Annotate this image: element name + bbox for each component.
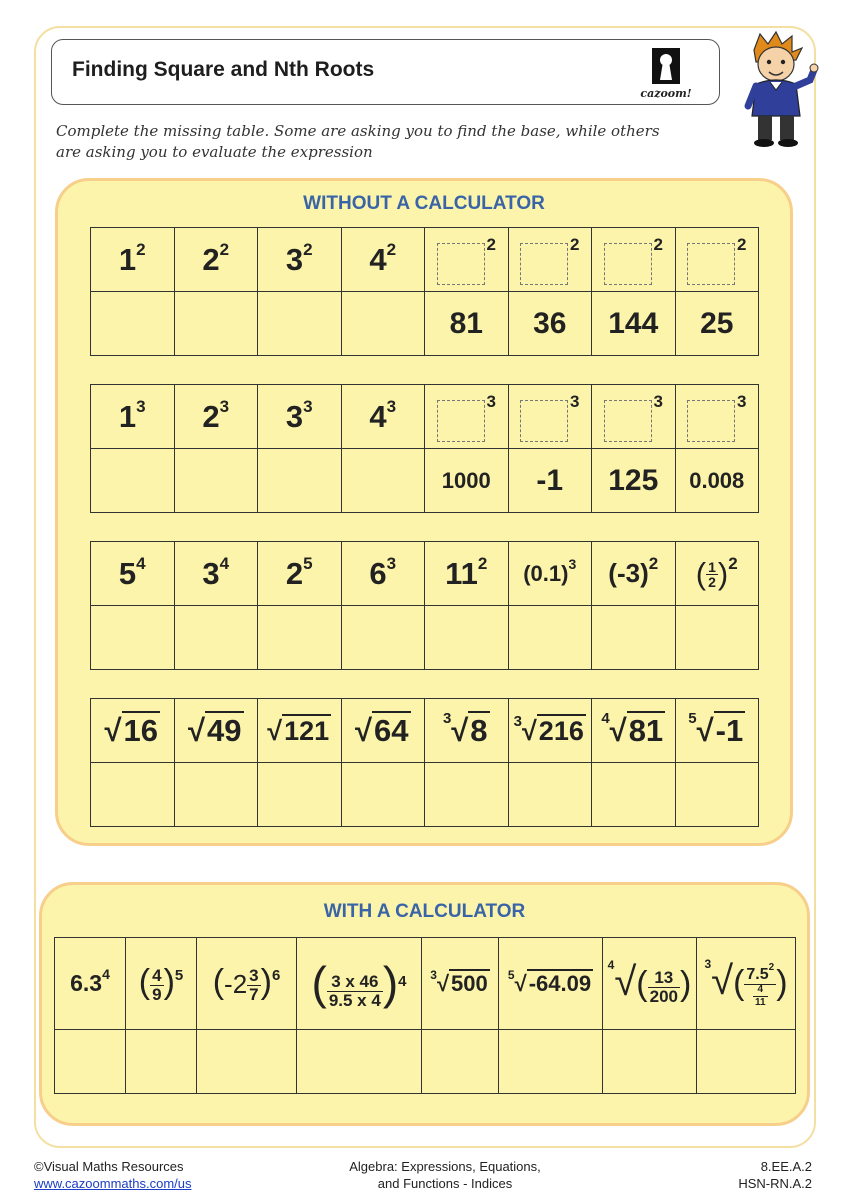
keyhole-icon <box>633 46 699 86</box>
power-cell: $3^3$ <box>258 385 342 449</box>
calc-root-cell: $^5$√-64.09 <box>499 938 603 1030</box>
power-cell: $(-3)^2$ <box>592 542 676 606</box>
answer-blank-cell[interactable] <box>258 763 342 827</box>
answer-blank-cell[interactable] <box>675 763 759 827</box>
power-cell: $5^4$ <box>91 542 175 606</box>
root-cell: √64 <box>341 699 425 763</box>
given-value-cell: 125 <box>592 449 676 513</box>
footer-standards: 8.EE.A.2 HSN-RN.A.2 <box>738 1159 812 1191</box>
calc-expression-cell: (-2 $\frac{3}{7}$ )$^6$ <box>197 938 297 1030</box>
answer-blank-cell[interactable] <box>422 1030 499 1094</box>
answer-blank-cell[interactable] <box>508 763 592 827</box>
power-cell: $11^2$ <box>425 542 509 606</box>
answer-blank-cell[interactable] <box>174 606 258 670</box>
power-cell: $4^2$ <box>341 228 425 292</box>
answer-blank-cell[interactable] <box>675 606 759 670</box>
answer-blank-cell[interactable] <box>603 1030 697 1094</box>
given-value-cell: 1000 <box>425 449 509 513</box>
evaluate-powers-table <box>90 541 759 670</box>
calculator-table <box>54 937 796 1094</box>
answer-blank-cell[interactable] <box>91 292 175 356</box>
instructions: Complete the missing table. Some are asking you to find the base, while others are asking you to evaluate the expression <box>56 122 660 161</box>
power-cell: $4^3$ <box>341 385 425 449</box>
answer-blank-cell[interactable] <box>174 292 258 356</box>
root-cell: $^3$√216 <box>508 699 592 763</box>
answer-blank-cell[interactable] <box>425 606 509 670</box>
fraction-power-cell: ( $\frac{1}{2}$ )$^2$ <box>675 542 759 606</box>
calc-root-cell: $^3$√500 <box>422 938 499 1030</box>
root-cell: $^3$√8 <box>425 699 509 763</box>
mascot-boy-icon <box>726 30 826 150</box>
calc-expression-cell: $6.3^4$ <box>55 938 126 1030</box>
answer-blank-cell[interactable] <box>592 606 676 670</box>
given-value-cell: 0.008 <box>675 449 759 513</box>
answer-blank-cell[interactable] <box>697 1030 796 1094</box>
answer-blank-cell[interactable] <box>126 1030 197 1094</box>
root-cell: $^4$√81 <box>592 699 676 763</box>
power-cell: $1^3$ <box>91 385 175 449</box>
power-cell: $3^4$ <box>174 542 258 606</box>
base-blank-cell[interactable]: 2 <box>592 228 676 292</box>
given-value-cell: 36 <box>508 292 592 356</box>
power-cell: $3^2$ <box>258 228 342 292</box>
base-blank-cell[interactable]: 3 <box>425 385 509 449</box>
footer-topic: Algebra: Expressions, Equations, and Functions - Indices <box>349 1159 541 1191</box>
logo-text: cazoom! <box>640 87 692 100</box>
roots-table <box>90 698 759 827</box>
power-cell: $2^2$ <box>174 228 258 292</box>
squares-table <box>90 227 759 356</box>
section-title-without-calculator: WITHOUT A CALCULATOR <box>303 193 545 214</box>
root-cell: √49 <box>174 699 258 763</box>
cubes-table <box>90 384 759 513</box>
answer-blank-cell[interactable] <box>258 449 342 513</box>
answer-blank-cell[interactable] <box>91 606 175 670</box>
base-blank-cell[interactable]: 3 <box>675 385 759 449</box>
base-blank-cell[interactable]: 3 <box>592 385 676 449</box>
answer-blank-cell[interactable] <box>258 606 342 670</box>
section-title-with-calculator: WITH A CALCULATOR <box>323 901 526 922</box>
base-blank-cell[interactable]: 2 <box>675 228 759 292</box>
answer-blank-cell[interactable] <box>258 292 342 356</box>
answer-blank-cell[interactable] <box>508 606 592 670</box>
answer-blank-cell[interactable] <box>341 449 425 513</box>
answer-blank-cell[interactable] <box>341 763 425 827</box>
given-value-cell: 144 <box>592 292 676 356</box>
answer-blank-cell[interactable] <box>341 606 425 670</box>
power-cell: $(0.1)^3$ <box>508 542 592 606</box>
base-blank-cell[interactable]: 2 <box>508 228 592 292</box>
answer-blank-cell[interactable] <box>297 1030 422 1094</box>
answer-blank-cell[interactable] <box>592 763 676 827</box>
answer-blank-cell[interactable] <box>91 763 175 827</box>
calc-root-cell: $^3$√( $\frac{7.5^2}{\frac{4}{11}}$ ) <box>697 938 796 1030</box>
answer-blank-cell[interactable] <box>91 449 175 513</box>
power-cell: $2^3$ <box>174 385 258 449</box>
answer-blank-cell[interactable] <box>174 449 258 513</box>
power-cell: $6^3$ <box>341 542 425 606</box>
root-cell: √16 <box>91 699 175 763</box>
power-cell: $1^2$ <box>91 228 175 292</box>
answer-blank-cell[interactable] <box>425 763 509 827</box>
cazoom-logo <box>633 46 699 100</box>
title-box <box>51 39 720 105</box>
given-value-cell: 81 <box>425 292 509 356</box>
page-title: Finding Square and Nth Roots <box>72 58 375 81</box>
given-value-cell: -1 <box>508 449 592 513</box>
answer-blank-cell[interactable] <box>174 763 258 827</box>
given-value-cell: 25 <box>675 292 759 356</box>
answer-blank-cell[interactable] <box>55 1030 126 1094</box>
answer-blank-cell[interactable] <box>341 292 425 356</box>
calc-expression-cell: ( $\frac{4}{9}$ )$^5$ <box>126 938 197 1030</box>
power-cell: $2^5$ <box>258 542 342 606</box>
calc-expression-cell: ( $\frac{3 x 46}{9.5 x 4}$ )$^4$ <box>297 938 422 1030</box>
base-blank-cell[interactable]: 3 <box>508 385 592 449</box>
root-cell: √121 <box>258 699 342 763</box>
root-cell: $^5$√-1 <box>675 699 759 763</box>
answer-blank-cell[interactable] <box>499 1030 603 1094</box>
calc-root-cell: $^4$√( $\frac{13}{200}$ ) <box>603 938 697 1030</box>
footer-website-link[interactable]: www.cazoommaths.com/us <box>34 1176 192 1191</box>
base-blank-cell[interactable]: 2 <box>425 228 509 292</box>
footer-copyright: ©Visual Maths Resources www.cazoommaths.com/us <box>34 1159 192 1191</box>
answer-blank-cell[interactable] <box>197 1030 297 1094</box>
